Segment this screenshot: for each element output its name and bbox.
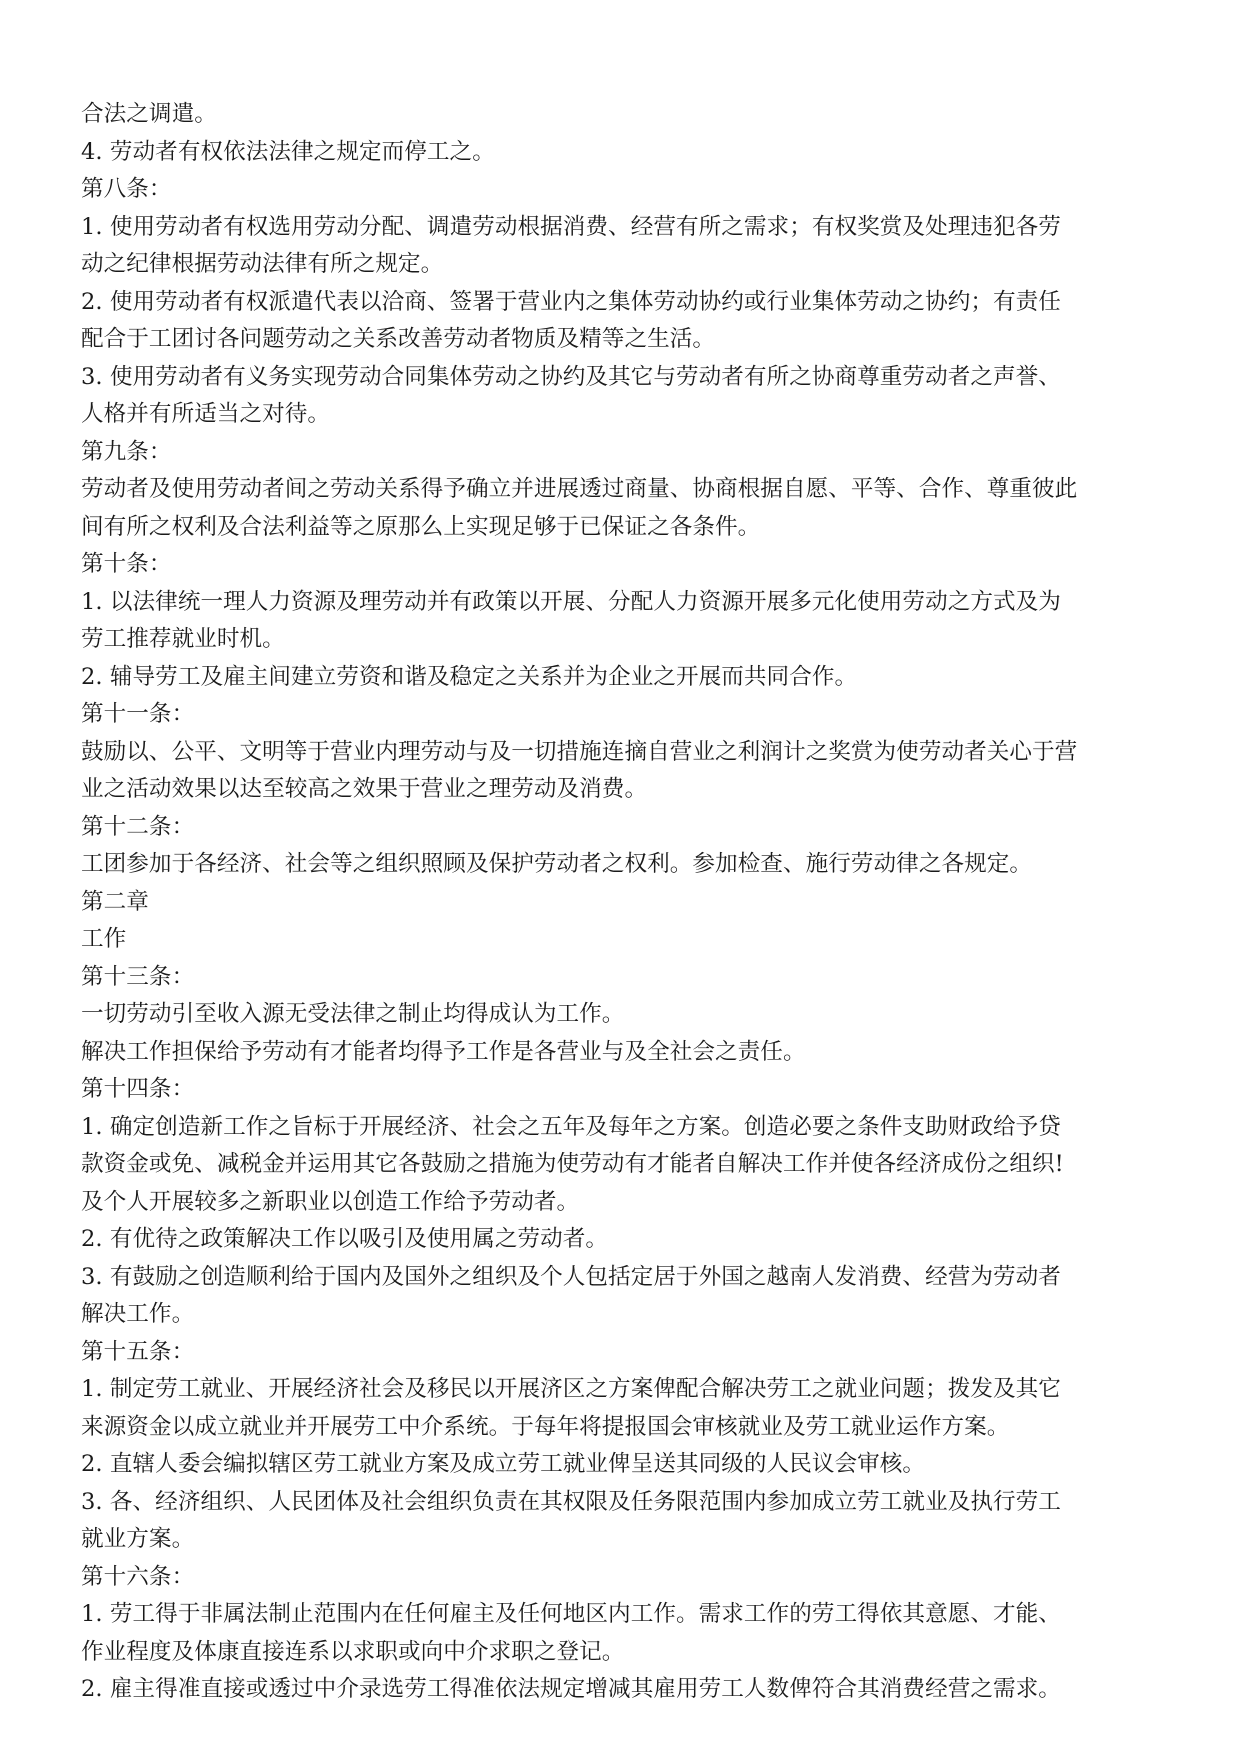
text-line: 解决工作。 — [81, 1301, 195, 1327]
text-line: 3. 各、经济组织、人民团体及社会组织负责在其权限及任务限范围内参加成立劳工就业及执行劳工 — [81, 1488, 1061, 1515]
article-heading: 第十五条： — [81, 1338, 195, 1365]
text-line: 合法之调遣。 — [81, 101, 217, 127]
article-heading: 第九条： — [81, 438, 172, 465]
text-line: 1. 劳工得于非属法制止范围内在任何雇主及任何地区内工作。需求工作的劳工得依其意愿、才能、 — [81, 1601, 1061, 1627]
text-line: 劳动者及使用劳动者间之劳动关系得予确立并进展透过商量、协商根据自愿、平等、合作、尊重彼此 — [81, 476, 1078, 502]
article-heading: 第十条： — [81, 551, 172, 577]
article-heading: 第十一条： — [81, 701, 195, 727]
text-line: 1. 使用劳动者有权选用劳动分配、调遣劳动根据消费、经营有所之需求；有权奖赏及处理违犯各劳 — [81, 213, 1061, 240]
chapter-title: 工作 — [81, 926, 127, 952]
text-line: 3. 有鼓励之创造顺利给于国内及国外之组织及个人包括定居于外国之越南人发消费、经营为劳动者 — [81, 1263, 1061, 1290]
article-heading: 第十四条： — [81, 1076, 195, 1102]
text-line: 工团参加于各经济、社会等之组织照顾及保护劳动者之权利。参加检查、施行劳动律之各规定。 — [81, 851, 1033, 877]
article-heading: 第十三条： — [81, 963, 195, 990]
text-line: 解决工作担保给予劳动有才能者均得予工作是各营业与及全社会之责任。 — [81, 1038, 806, 1065]
text-line: 配合于工团讨各问题劳动之关系改善劳动者物质及精等之生活。 — [81, 326, 716, 352]
text-line: 2. 雇主得准直接或透过中介录选劳工得准依法规定增减其雇用劳工人数俾符合其消费经营之需求。 — [81, 1676, 1061, 1702]
text-line: 来源资金以成立就业并开展劳工中介系统。于每年将提报国会审核就业及劳工就业运作方案。 — [81, 1413, 1010, 1440]
text-line: 2. 使用劳动者有权派遣代表以洽商、签署于营业内之集体劳动协约或行业集体劳动之协约；有责任 — [81, 288, 1061, 315]
text-line: 人格并有所适当之对待。 — [81, 401, 331, 427]
text-line: 鼓励以、公平、文明等于营业内理劳动与及一切措施连摘自营业之利润计之奖赏为使劳动者关心于营 — [81, 738, 1078, 765]
text-line: 款资金或免、减税金并运用其它各鼓励之措施为使劳动有才能者自解决工作并使各经济成份之组织! — [81, 1151, 1064, 1177]
text-line: 就业方案。 — [81, 1526, 195, 1552]
text-line: 2. 直辖人委会编拟辖区劳工就业方案及成立劳工就业俾呈送其同级的人民议会审核。 — [81, 1451, 926, 1477]
text-line: 1. 确定创造新工作之旨标于开展经济、社会之五年及每年之方案。创造必要之条件支助财政给予贷 — [81, 1113, 1061, 1140]
article-heading: 第十六条： — [81, 1563, 195, 1590]
text-line: 3. 使用劳动者有义务实现劳动合同集体劳动之协约及其它与劳动者有所之协商尊重劳动者之声誉、 — [81, 363, 1061, 390]
text-line: 作业程度及体康直接连系以求职或向中介求职之登记。 — [81, 1638, 625, 1665]
text-line: 间有所之权利及合法利益等之原那么上实现足够于已保证之各条件。 — [81, 513, 761, 540]
text-line: 劳工推荐就业时机。 — [81, 626, 285, 652]
text-line: 一切劳动引至收入源无受法律之制止均得成认为工作。 — [81, 1001, 625, 1027]
text-line: 动之纪律根据劳动法律有所之规定。 — [81, 251, 444, 277]
text-line: 1. 制定劳工就业、开展经济社会及移民以开展济区之方案俾配合解决劳工之就业问题；拨发及其它 — [81, 1376, 1061, 1402]
text-line: 及个人开展较多之新职业以创造工作给予劳动者。 — [81, 1188, 580, 1215]
chapter-heading: 第二章 — [81, 888, 149, 915]
text-line: 1. 以法律统一理人力资源及理劳动并有政策以开展、分配人力资源开展多元化使用劳动之方式及为 — [81, 588, 1061, 615]
text-line: 2. 有优待之政策解决工作以吸引及使用属之劳动者。 — [81, 1226, 609, 1252]
document-page — [81, 96, 1171, 1709]
text-line: 4. 劳动者有权依法法律之规定而停工之。 — [81, 138, 495, 165]
article-heading: 第八条： — [81, 176, 172, 202]
text-line: 业之活动效果以达至较高之效果于营业之理劳动及消费。 — [81, 776, 648, 802]
text-line: 2. 辅导劳工及雇主间建立劳资和谐及稳定之关系并为企业之开展而共同合作。 — [81, 663, 858, 690]
article-heading: 第十二条： — [81, 813, 195, 840]
